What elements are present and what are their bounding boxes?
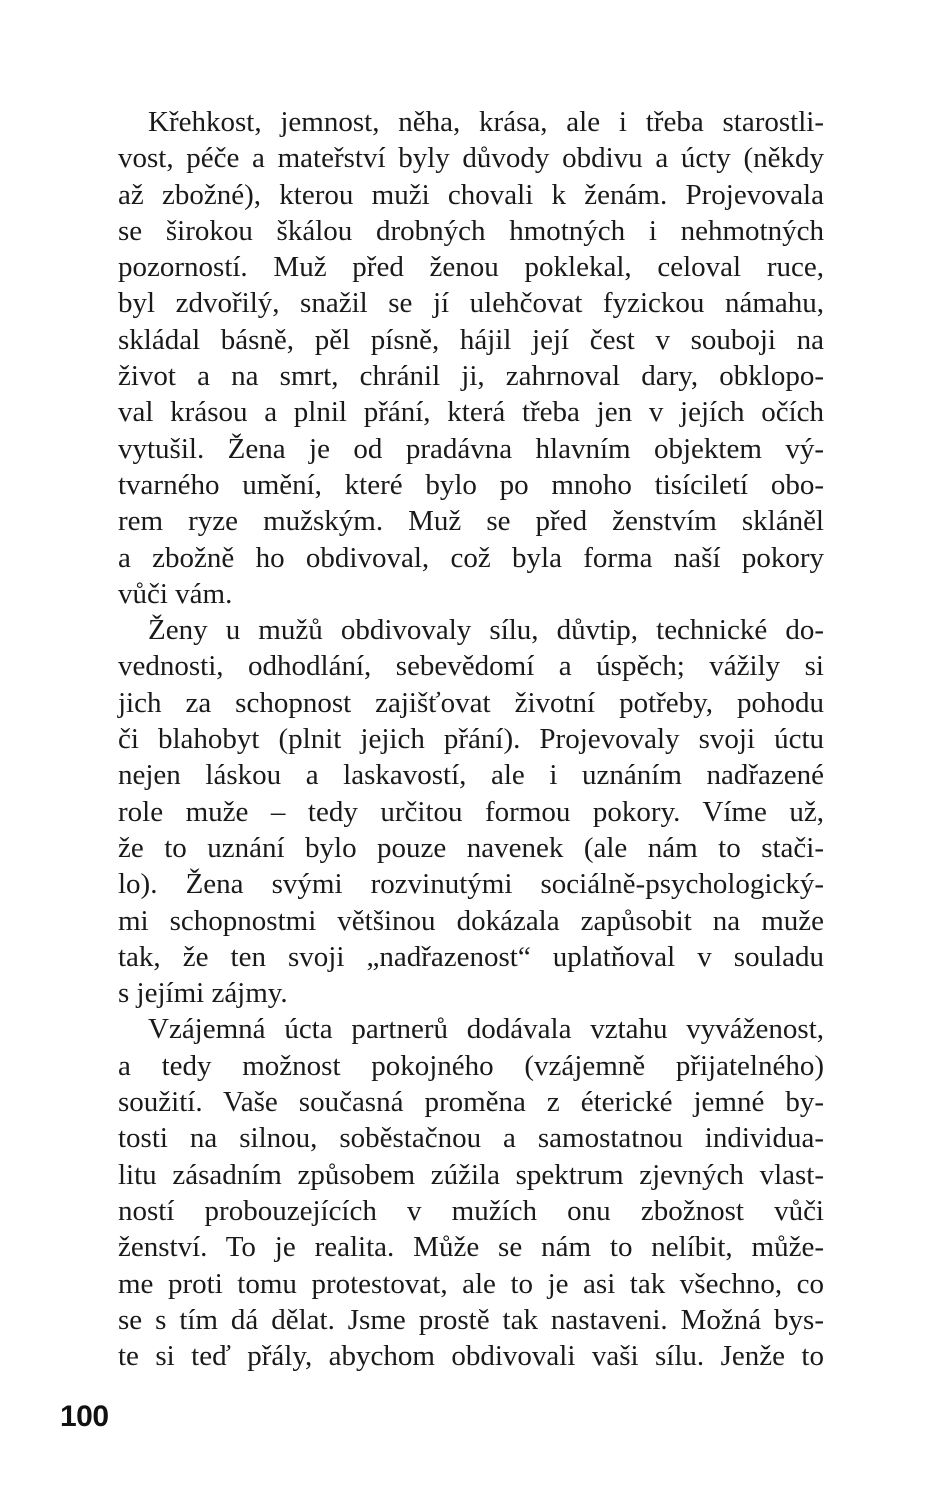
text-line: nejen láskou a laskavostí, ale i uznáním nadřazené (118, 759, 824, 792)
text-line: tosti na silnou, soběstačnou a samostatnou individua- (118, 1122, 824, 1155)
text-line: skládal básně, pěl písně, hájil její čest v souboji na (118, 323, 824, 356)
text-line: tvarného umění, které bylo po mnoho tisíciletí obo- (118, 468, 824, 501)
text-line: se širokou škálou drobných hmotných i nehmotných (118, 214, 824, 247)
text-line: val krásou a plnil přání, která třeba jen v jejích očích (118, 396, 824, 429)
text-line: vost, péče a mateřství byly důvody obdivu a úcty (někdy (118, 142, 824, 175)
text-line: a tedy možnost pokojného (vzájemně přijatelného) (118, 1049, 824, 1082)
text-line: že to uznání bylo pouze navenek (ale nám to stači- (118, 831, 824, 864)
text-line: Ženy u mužů obdivovaly sílu, důvtip, technické do- (148, 614, 824, 647)
text-line: Křehkost, jemnost, něha, krása, ale i třeba starostli- (148, 106, 824, 138)
text-line: role muže – tedy určitou formou pokory. Víme už, (118, 795, 824, 828)
text-line: byl zdvořilý, snažil se jí ulehčovat fyzickou námahu, (118, 287, 824, 320)
text-line: soužití. Vaše současná proměna z éterické jemné by- (118, 1086, 824, 1119)
text-line: te si teď přály, abychom obdivovali vaši sílu. Jenže to (118, 1340, 824, 1373)
text-line: pozorností. Muž před ženou poklekal, celoval ruce, (118, 251, 824, 284)
text-line: ženství. To je realita. Může se nám to nelíbit, může- (118, 1231, 824, 1264)
text-line: me proti tomu protestovat, ale to je asi tak všechno, co (118, 1267, 824, 1300)
text-line: mi schopnostmi většinou dokázala zapůsobit na muže (118, 904, 824, 937)
text-line: lo). Žena svými rozvinutými sociálně-psychologický- (118, 868, 824, 901)
text-line: tak, že ten svoji „nadřazenost“ uplatňoval v souladu (118, 940, 824, 973)
text-line: se s tím dá dělat. Jsme prostě tak nastaveni. Možná bys- (118, 1303, 824, 1336)
text-line: a zbožně ho obdivoval, což byla forma naší pokory (118, 541, 824, 574)
text-line: vednosti, odhodlání, sebevědomí a úspěch; vážily si (118, 650, 824, 683)
text-line: vytušil. Žena je od pradávna hlavním objektem vý- (118, 432, 824, 465)
page-number: 100 (60, 1400, 109, 1433)
text-line: s jejími zájmy. (118, 977, 288, 1010)
text-line: Vzájemná úcta partnerů dodávala vztahu vyváženost, (148, 1013, 824, 1046)
text-line: vůči vám. (118, 577, 233, 610)
body-text (118, 104, 824, 1374)
text-line: rem ryze mužským. Muž se před ženstvím skláněl (118, 505, 824, 538)
text-line: život a na smrt, chránil ji, zahrnoval dary, obklopo- (118, 360, 824, 393)
text-line: až zbožné), kterou muži chovali k ženám. Projevovala (118, 178, 824, 211)
text-line: či blahobyt (plnit jejich přání). Projevovaly svoji úctu (118, 723, 824, 756)
text-line: ností probouzejících v mužích onu zbožnost vůči (118, 1194, 824, 1227)
text-line: litu zásadním způsobem zúžila spektrum zjevných vlast- (118, 1158, 824, 1191)
text-line: jich za schopnost zajišťovat životní potřeby, pohodu (118, 686, 824, 719)
